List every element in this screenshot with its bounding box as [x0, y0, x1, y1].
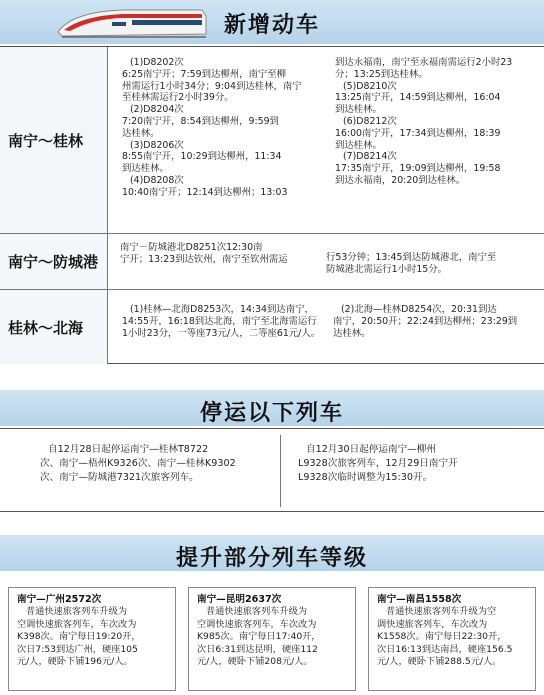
new-trains-title: 新增动车 — [223, 13, 320, 38]
text-line: L9328次旅客列车，12月29日南宁开 — [298, 458, 458, 469]
upgrade-card — [188, 587, 356, 691]
text-line: 达桂林。 — [333, 327, 371, 339]
route-label: 南宁～桂林 — [0, 47, 108, 233]
route-details-right — [335, 57, 535, 187]
text-line: 空调快速旅客列车，车次改为 — [17, 618, 137, 630]
text-line: 自12月30日起停运南宁—柳州 — [306, 444, 436, 455]
upgrade-card-body — [377, 606, 527, 669]
route-row — [0, 290, 544, 364]
text-line: 次日7:53到达广州，硬座105 — [17, 643, 138, 655]
text-line: 宁开；13:23到达钦州，南宁至钦州需运 — [120, 253, 288, 265]
upgrade-header — [0, 535, 544, 571]
text-line: 到达桂林。 — [335, 139, 382, 151]
text-line: 次、南宁—防城港7321次旅客列车。 — [40, 472, 199, 483]
new-trains-header — [0, 0, 544, 44]
text-line: (2)北海—桂林D8254次，20:31到达 — [341, 304, 497, 315]
text-line: (7)D8214次 — [343, 151, 397, 163]
text-line: (2)D8204次 — [130, 104, 184, 116]
text-line: 普通快速旅客列车升级为 — [206, 606, 308, 617]
text-line: (6)D8212次 — [343, 115, 397, 127]
upgrade-title: 提升部分列车等级 — [175, 546, 368, 571]
suspended-header — [0, 390, 544, 426]
upgrade-card-body — [17, 606, 167, 669]
text-line: 到达永福南，20:20到达桂林。 — [335, 174, 466, 186]
text-line: (1)D8202次 — [130, 57, 184, 68]
text-line: 到达永福南，南宁至永福南需运行2小时23 — [335, 57, 513, 68]
route-details-left — [122, 57, 328, 199]
text-line: (4)D8208次 — [130, 174, 184, 186]
text-line: K1558次。南宁每日22:30开， — [377, 631, 507, 642]
route-label: 桂林～北海 — [0, 290, 108, 364]
route-details-left — [122, 304, 328, 339]
text-line: 次日16:13到达南昌，硬座156.5 — [377, 643, 513, 655]
route-label: 南宁～防城港 — [0, 234, 108, 289]
text-line: 到达桂林。 — [335, 104, 382, 116]
new-trains-table — [0, 46, 544, 364]
text-line: 普通快速旅客列车升级为 — [26, 606, 128, 617]
text-line: (3)D8206次 — [130, 139, 184, 151]
route-row — [0, 47, 544, 234]
column-divider — [280, 435, 281, 507]
text-line: 次日6:31到达昆明，硬座112 — [197, 643, 318, 655]
suspended-notice-left — [40, 443, 272, 485]
text-line: 10:40南宁开；12:14到达柳州；13:03 — [122, 186, 288, 198]
suspended-notice-right — [298, 443, 538, 485]
text-line: L9328次临时调整为15:30开。 — [298, 472, 433, 483]
text-line: 调快速旅客列车，车次改为 — [377, 618, 488, 630]
upgrade-card — [368, 587, 536, 691]
upgrade-card-title: 南宁—广州2572次 — [17, 594, 102, 605]
text-line: 17:35南宁开，19:09到达柳州，19:58 — [335, 163, 501, 175]
text-line: K398次。南宁每日19:20开， — [17, 631, 141, 642]
upgrade-card-body — [197, 606, 347, 669]
text-line: 到达桂林。 — [122, 163, 169, 175]
text-line: 至桂林需运行2小时39分。 — [122, 92, 234, 104]
suspended-trains-box — [0, 428, 544, 512]
text-line: 州需运行1小时34分；9:04到达桂林，南宁 — [122, 80, 302, 92]
text-line: (5)D8210次 — [343, 80, 397, 92]
upgrade-card-title: 南宁—昆明2637次 — [197, 594, 282, 605]
text-line: 防城港北需运行1小时15分。 — [326, 263, 448, 275]
route-details-right — [326, 252, 536, 276]
text-line: 6:25南宁开；7:59到达柳州，南宁至柳 — [122, 68, 286, 80]
route-row — [0, 234, 544, 290]
text-line: 分；13:25到达桂林。 — [335, 68, 428, 80]
text-line: 普通快速旅客列车升级为空 — [386, 606, 497, 617]
text-line: 达桂林。 — [122, 127, 160, 139]
text-line: 行53分钟；13:45到达防城港北，南宁至 — [326, 252, 497, 263]
text-line: (1)桂林—北海D8253次，14:34到达南宁， — [130, 304, 314, 315]
text-line: 元/人，硬卧下铺288.5元/人。 — [377, 656, 502, 667]
text-line: 自12月28日起停运南宁—桂林T8722 — [48, 444, 209, 455]
upgrade-card-title: 南宁—南昌1558次 — [377, 594, 462, 605]
text-line: 8:55南宁开，10:29到达柳州，11:34 — [122, 151, 282, 163]
text-line: 空调快速旅客列车，车次改为 — [197, 618, 317, 630]
text-line: 元/人，硬卧下铺196元/人。 — [17, 656, 133, 667]
text-line: 元/人，硬卧下铺208元/人。 — [197, 656, 313, 667]
text-line: 南宁，20:50开；22:24到达柳州；23:29到 — [333, 315, 518, 327]
text-line: 13:25南宁开，14:59到达柳州，16:04 — [335, 92, 501, 104]
upgrade-card — [8, 587, 176, 691]
text-line: 1小时23分，一等座73元/人，二等座61元/人。 — [122, 327, 321, 339]
text-line: K985次。南宁每日17:40开， — [197, 631, 321, 642]
route-details-right — [333, 304, 538, 339]
upgrade-cards — [0, 573, 544, 693]
text-line: 次、南宁—梧州K9326次、南宁—桂林K9302 — [40, 458, 236, 469]
text-line: 7:20南宁开，8:54到达柳州，9:59到 — [122, 115, 279, 127]
text-line: 16:00南宁开，17:34到达柳州，18:39 — [335, 127, 501, 139]
text-line: 南宁－防城港北D8251次12:30南 — [120, 242, 263, 253]
text-line: 14:55开，16:18到达北海，南宁至北海需运行 — [122, 315, 317, 327]
suspended-title: 停运以下列车 — [199, 401, 344, 426]
route-details-left — [120, 242, 328, 266]
